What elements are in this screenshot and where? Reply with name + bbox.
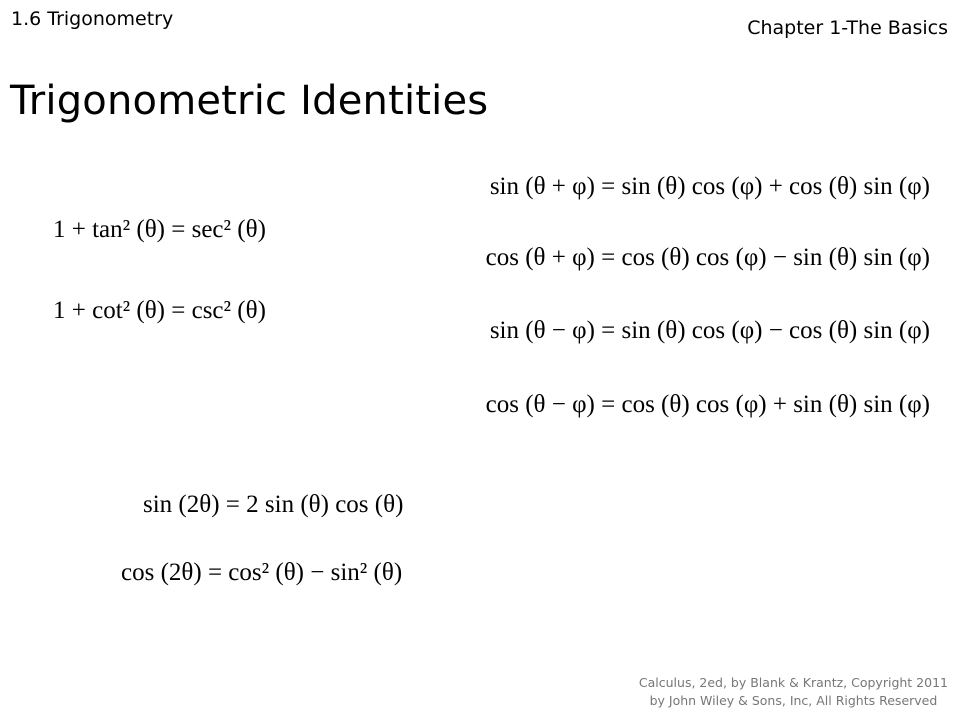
identity-cos-difference: cos (θ − φ) = cos (θ) cos (φ) + sin (θ) sin (φ) <box>485 391 930 418</box>
identity-cos-sum: cos (θ + φ) = cos (θ) cos (φ) − sin (θ) sin (φ) <box>485 244 930 271</box>
identity-pythagorean-tan: 1 + tan² (θ) = sec² (θ) <box>53 216 266 243</box>
identity-cos-double-angle: cos (2θ) = cos² (θ) − sin² (θ) <box>121 559 403 586</box>
identity-sin-difference: sin (θ − φ) = sin (θ) cos (φ) − cos (θ) sin (φ) <box>489 317 930 344</box>
slide-title: Trigonometric Identities <box>10 78 489 124</box>
copyright-footer <box>639 674 948 710</box>
identity-sin-sum: sin (θ + φ) = sin (θ) cos (φ) + cos (θ) sin (φ) <box>489 173 930 200</box>
chapter-label: Chapter 1-The Basics <box>747 17 948 39</box>
identity-pythagorean-cot: 1 + cot² (θ) = csc² (θ) <box>53 297 266 324</box>
footer-line-1: Calculus, 2ed, by Blank & Krantz, Copyright 2011 <box>638 674 948 690</box>
section-label: 1.6 Trigonometry <box>11 8 174 30</box>
identity-sin-double-angle: sin (2θ) = 2 sin (θ) cos (θ) <box>143 491 404 518</box>
footer-line-2: by John Wiley & Sons, Inc, All Rights Reserved <box>649 692 938 708</box>
